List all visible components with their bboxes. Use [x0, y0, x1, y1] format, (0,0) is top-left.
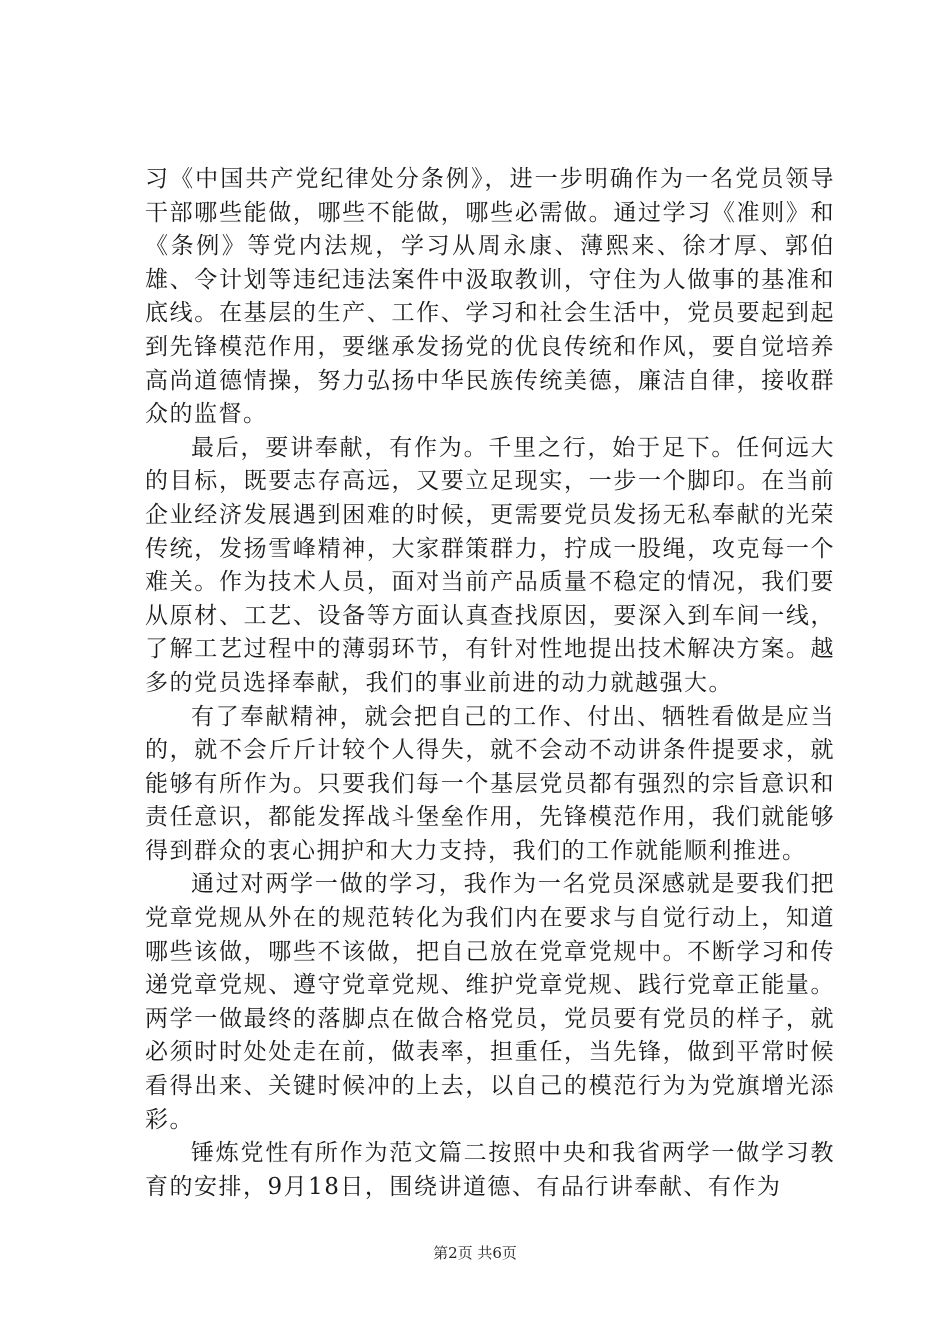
page-number-footer: 第2页 共6页	[433, 1244, 517, 1262]
paragraph-3: 有了奉献精神，就会把自己的工作、付出、牺牲看做是应当的，就不会斤斤计较个人得失，就不会动不动讲条件提要求，就能够有所作为。只要我们每一个基层党员都有强烈的宗旨意识和责任意识，都能发挥战斗堡垒作用，先锋模范作用，我们就能够得到群众的衷心拥护和大力支持，我们的工作就能顺利推进。	[145, 703, 835, 864]
paragraph-2: 最后，要讲奉献，有作为。千里之行，始于足下。任何远大的目标，既要志存高远，又要立足现实，一步一个脚印。在当前企业经济发展遇到困难的时候，更需要党员发扬无私奉献的光荣传统，发扬雪峰精神，大家群策群力，拧成一股绳，攻克每一个难关。作为技术人员，面对当前产品质量不稳定的情况，我们要从原材、工艺、设备等方面认真查找原因，要深入到车间一线，了解工艺过程中的薄弱环节，有针对性地提出技术解决方案。越多的党员选择奉献，我们的事业前进的动力就越强大。	[145, 434, 835, 696]
document-body	[145, 163, 835, 1204]
paragraph-5: 锤炼党性有所作为范文篇二按照中央和我省两学一做学习教育的安排，9月18日，围绕讲道德、有品行讲奉献、有作为	[145, 1140, 835, 1200]
paragraph-1: 习《中国共产党纪律处分条例》，进一步明确作为一名党员领导干部哪些能做，哪些不能做，哪些必需做。通过学习《准则》和《条例》等党内法规，学习从周永康、薄熙来、徐才厚、郭伯雄、令计划等违纪违法案件中汲取教训，守住为人做事的基准和底线。在基层的生产、工作、学习和社会生活中，党员要起到起到先锋模范作用，要继承发扬党的优良传统和作风，要自觉培养高尚道德情操，努力弘扬中华民族传统美德，廉洁自律，接收群众的监督。	[145, 166, 835, 428]
paragraph-4: 通过对两学一做的学习，我作为一名党员深感就是要我们把党章党规从外在的规范转化为我们内在要求与自觉行动上，知道哪些该做，哪些不该做，把自己放在党章党规中。不断学习和传递党章党规、遵守党章党规、维护党章党规、践行党章正能量。两学一做最终的落脚点在做合格党员，党员要有党员的样子，就必须时时处处走在前，做表率，担重任，当先锋，做到平常时候看得出来、关键时候冲的上去，以自己的模范行为为党旗增光添彩。	[145, 871, 835, 1133]
